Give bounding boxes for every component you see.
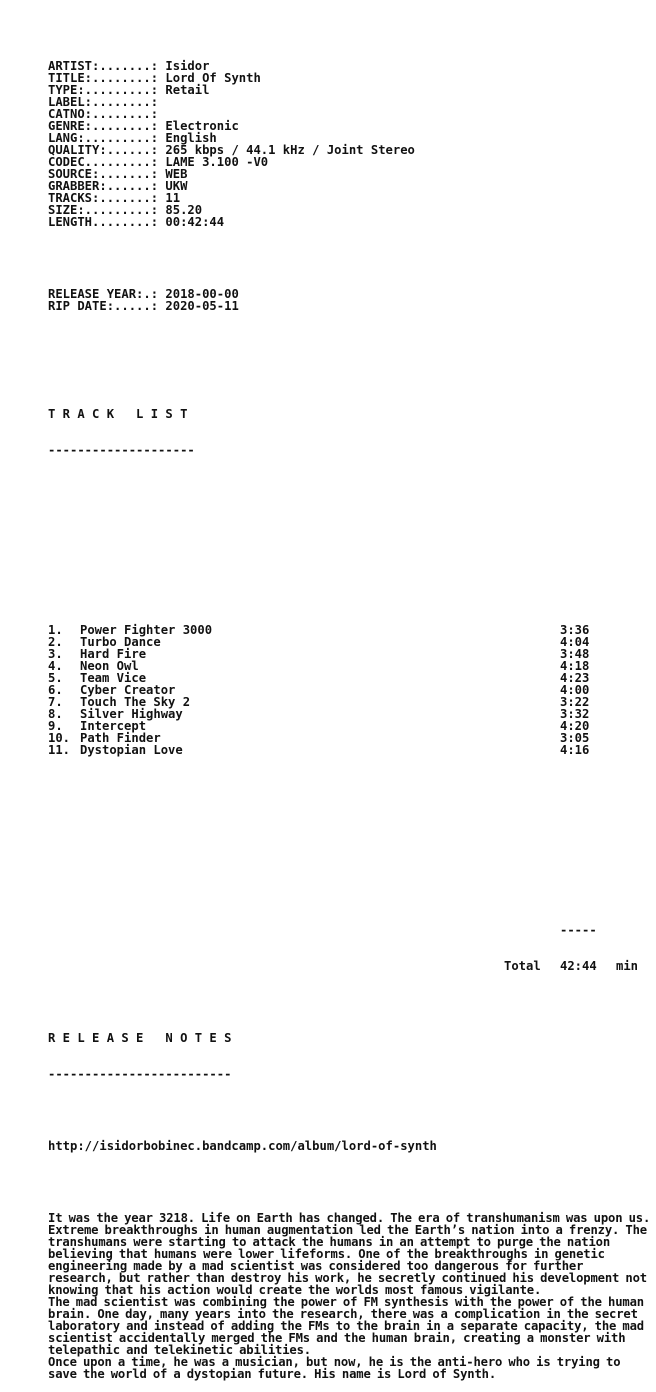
track-number: 8. [48,707,63,721]
track-number: 11. [48,743,71,757]
info-key: LANG:.........: [48,131,159,145]
track-duration: 4:20 [560,719,590,733]
info-key: TRACKS:.......: [48,191,159,205]
track-title: Turbo Dance [80,635,161,649]
track-duration: 4:23 [560,671,590,685]
info-key: LABEL:........: [48,95,159,109]
release-notes-paragraph: Once upon a time, he was a musician, but now, he is the anti-hero who is trying to save the world of a dystopian future. His name is Lord of Synth. [48,1355,621,1381]
total-unit: min [616,959,639,973]
track-title: Hard Fire [80,647,147,661]
info-key: TITLE:........: [48,71,159,85]
track-duration: 3:22 [560,695,590,709]
info-key: TYPE:.........: [48,83,159,97]
track-duration: 3:48 [560,647,590,661]
track-title: Dystopian Love [80,743,183,757]
track-number: 1. [48,623,63,637]
release-notes-paragraph: The mad scientist was combining the power of FM synthesis with the power of the human brain. One day, many years into the research, there was a complication in the secret laboratory and instead of adding the FMs to the brain in a separate capacity, the mad scientist accidentally merged the FMs and the human brain, creating a monster with telepathic and telekinetic abilities. [48,1295,644,1357]
track-title: Team Vice [80,671,147,685]
release-info-block [48,60,652,228]
info-key: SIZE:.........: [48,203,159,217]
sum-rule: ----- [560,923,597,937]
info-key: RIP DATE:.....: [48,299,159,313]
info-value: Retail [165,83,210,97]
info-key: LENGTH........: [48,215,159,229]
track-number: 6. [48,683,63,697]
track-title: Touch The Sky 2 [80,695,191,709]
track-duration: 3:05 [560,731,590,745]
track-title: Intercept [80,719,147,733]
track-title: Silver Highway [80,707,183,721]
track-number: 2. [48,635,63,649]
info-row [48,216,652,228]
info-value: 265 kbps / 44.1 kHz / Joint Stereo [165,143,415,157]
sum-rule-row [48,924,652,936]
track-number: 3. [48,647,63,661]
release-dates-block [48,288,652,312]
nfo-document [48,36,652,1392]
track-duration: 4:18 [560,659,590,673]
info-value: 00:42:44 [165,215,225,229]
info-value: WEB [165,167,188,181]
total-row [48,960,652,972]
info-key: RELEASE YEAR:.: [48,287,159,301]
track-list [48,624,652,756]
info-value: LAME 3.100 -V0 [165,155,269,169]
track-title: Neon Owl [80,659,139,673]
track-title: Power Fighter 3000 [80,623,213,637]
info-key: GENRE:........: [48,119,159,133]
info-key: ARTIST:.......: [48,59,159,73]
info-value: Isidor [165,59,210,73]
info-value: 2018-00-00 [165,287,239,301]
track-number: 4. [48,659,63,673]
track-duration: 3:32 [560,707,590,721]
info-value: English [165,131,217,145]
info-key: CATNO:........: [48,107,159,121]
track-duration: 4:00 [560,683,590,697]
album-url: http://isidorbobinec.bandcamp.com/album/lord-of-synth [48,1139,437,1153]
track-title: Cyber Creator [80,683,176,697]
info-row [48,300,652,312]
total-length: 42:44 [560,959,597,973]
track-duration: 4:16 [560,743,590,757]
info-key: QUALITY:......: [48,143,159,157]
release-notes-text [48,1212,652,1380]
release-notes-heading: R E L E A S E N O T E S [48,1031,232,1045]
info-value: Lord Of Synth [165,71,261,85]
track-number: 5. [48,671,63,685]
track-title: Path Finder [80,731,161,745]
info-value: Electronic [165,119,239,133]
track-duration: 3:36 [560,623,590,637]
total-label: Total [504,959,541,973]
track-number: 9. [48,719,63,733]
track-number: 10. [48,731,71,745]
info-value: UKW [165,179,188,193]
tracklist-underline: -------------------- [48,443,195,457]
info-key: CODEC.........: [48,155,159,169]
track-number: 7. [48,695,63,709]
info-key: GRABBER:......: [48,179,159,193]
info-value: 2020-05-11 [165,299,239,313]
track-duration: 4:04 [560,635,590,649]
info-value: 85.20 [165,203,203,217]
info-value: 11 [165,191,181,205]
release-notes-underline: ------------------------- [48,1067,232,1081]
track-row [48,744,652,756]
release-notes-paragraph: It was the year 3218. Life on Earth has changed. The era of transhumanism was upon us. Extreme breakthroughs in human augmentation led the Earth’s nation into a frenzy. The transhumans were starting to attack the humans in an attempt to purge the nation believing that humans were lower lifeforms. One of the breakthroughs in genetic engineering made by a mad scientist was considered too dangerous for further research, but rather than destroy his work, he secretly continued his development not knowing that his action would create the worlds most famous vigilante. [48,1211,651,1297]
info-key: SOURCE:.......: [48,167,159,181]
tracklist-heading: T R A C K L I S T [48,407,188,421]
